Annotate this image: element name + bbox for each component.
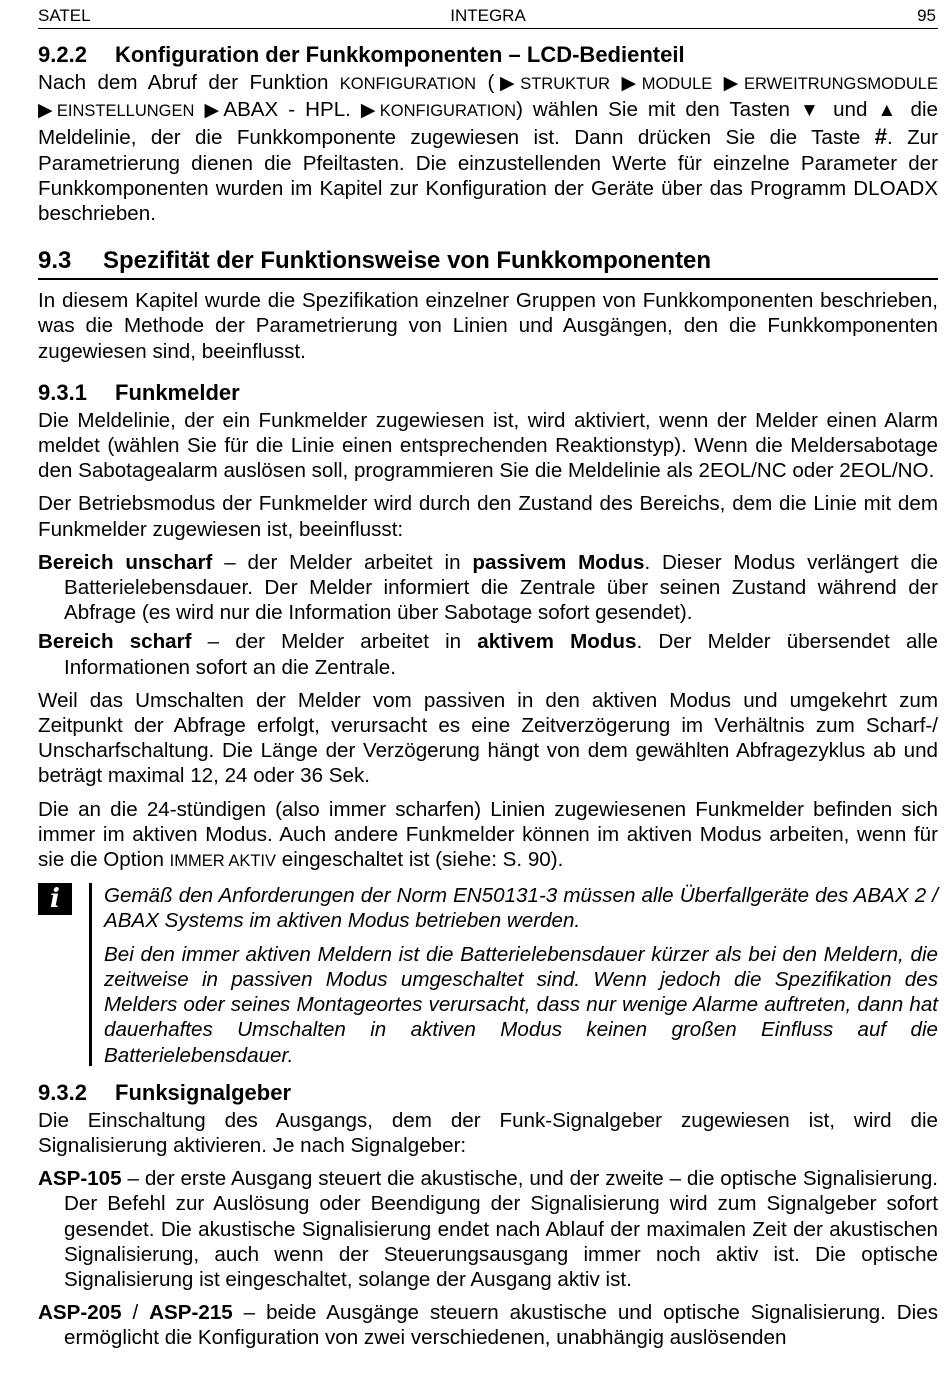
definition-item: Bereich unscharf – der Melder arbeitet in passivem Modus. Dieser Modus verlängert die Batterielebensdauer. Der Melder informiert die Zentrale über seinen Zustand während der Abfrage (es wird nur die Information über Sabotage sofort gesendet). — [38, 550, 938, 625]
bold-text: aktivem Modus — [477, 630, 637, 654]
heading-number: 9.2.2 — [38, 42, 87, 67]
bold-text: ASP-205 — [38, 1301, 122, 1325]
heading-title: Konfiguration der Funkkomponenten – LCD-Bedienteil — [115, 42, 685, 67]
small-caps-text: ERWEITRUNGSMODULE — [743, 75, 938, 93]
page-number: 95 — [917, 6, 936, 25]
arrow-icon: ▲ — [877, 100, 901, 122]
arrow-icon: ▶ — [38, 100, 57, 122]
heading-number: 9.3.2 — [38, 1079, 87, 1105]
paragraph: Die Einschaltung des Ausgangs, dem der Funk-Signalgeber zugewiesen ist, wird die Signalisierung aktivieren. Je nach Signalgeber: — [38, 1108, 938, 1157]
heading-title: Funksignalgeber — [115, 1079, 292, 1105]
note-paragraph: Gemäß den Anforderungen der Norm EN50131-3 müssen alle Überfallgeräte des ABAX 2 / ABAX Systems im aktiven Modus betrieben werden. — [104, 884, 938, 933]
running-header — [38, 4, 938, 29]
bold-text: passivem Modus — [472, 550, 645, 574]
arrow-icon: ▶ — [494, 73, 521, 94]
bold-text: ASP-105 — [38, 1167, 122, 1191]
small-caps-text: MODULE — [641, 75, 713, 93]
heading-number: 9.3 — [38, 247, 72, 275]
heading-9-3-1 — [38, 378, 938, 408]
heading-9-3-2 — [38, 1078, 938, 1108]
header-product: INTEGRA — [450, 6, 526, 25]
heading-title: Spezifität der Funktionsweise von Funkkomponenten — [103, 247, 712, 275]
info-note — [38, 883, 938, 1067]
arrow-icon: ▶ — [723, 73, 744, 94]
note-paragraph: Bei den immer aktiven Meldern ist die Batterielebensdauer kürzer als bei den Meldern, die zeitweise in passiven Modus umgeschaltet sind. Wenn jedoch die Spezifikation des Melders oder seines Montageortes verursacht, dass nur wenige Alarme auftreten, dann hat dauerhaftes Umschalten in aktiven Modus keinen großen Einfluss auf die Batterielebensdauer. — [104, 942, 938, 1067]
page-content — [38, 40, 938, 1351]
heading-9-2-2 — [38, 40, 938, 70]
small-caps-text: KONFIGURATION — [339, 75, 477, 93]
paragraph: Die an die 24-stündigen (also immer scharfen) Linien zugewiesenen Funkmelder befinden sich immer im aktiven Modus. Auch andere Funkmelder können im aktiven Modus arbeiten, wenn für sie die Option IMMER AKTIV eingeschaltet ist (siehe: S. 90). — [38, 797, 938, 872]
small-caps-text: EINSTELLUNGEN — [56, 102, 195, 121]
small-caps-text: IMMER AKTIV — [169, 852, 277, 871]
arrow-icon: ▶ — [204, 100, 224, 122]
arrow-icon: ▶ — [621, 73, 642, 94]
info-icon: i — [38, 883, 72, 915]
hash-key-icon: # — [874, 124, 887, 150]
paragraph: In diesem Kapitel wurde die Spezifikation einzelner Gruppen von Funkkomponenten beschrieben, was die Methode der Parametrierung von Linien und Ausgängen, den die Funkkomponenten zugewiesen sind, beeinflusst. — [38, 289, 938, 363]
heading-title: Funkmelder — [115, 379, 240, 405]
bold-text: Bereich unscharf — [38, 550, 213, 574]
paragraph: Der Betriebsmodus der Funkmelder wird durch den Zustand des Bereichs, dem die Linie mit dem Funkmelder zugewiesen ist, beeinflusst: — [38, 492, 938, 541]
paragraph: Weil das Umschalten der Melder vom passiven in den aktiven Modus und umgekehrt zum Zeitpunkt der Abfrage erfolgt, verursacht es eine Zeitverzögerung im Verhältnis zum Scharf-/ Unscharfschaltung. Die Länge der Verzögerung hängt von dem gewählten Abfragezyklus ab und beträgt maximal 12, 24 oder 36 Sek. — [38, 688, 938, 788]
small-caps-text: STRUKTUR — [520, 75, 611, 93]
paragraph: Nach dem Abruf der Funktion KONFIGURATION (▶STRUKTUR ▶MODULE ▶ERWEITRUNGSMODULE ▶EINSTELLUNGEN ▶ABAX - HPL. ▶KONFIGURATION) wählen Sie mit den Tasten ▼ und ▲ die Meldelinie, der die Funkkomponente zugewiesen ist. Dann drücken Sie die Taste #. Zur Parametrierung dienen die Pfeiltasten. Die einzustellenden Werte für einzelne Parameter der Funkkomponenten wurden im Kapitel zur Konfiguration der Geräte über das Programm DLOADX beschrieben. — [38, 71, 938, 226]
heading-9-3 — [38, 246, 938, 280]
definition-item: Bereich scharf – der Melder arbeitet in aktivem Modus. Der Melder übersendet alle Informationen sofort an die Zentrale. — [38, 630, 938, 679]
note-bar — [89, 883, 92, 1065]
header-brand: SATEL — [38, 6, 91, 25]
paragraph: Die Meldelinie, der ein Funkmelder zugewiesen ist, wird aktiviert, wenn der Melder einen Alarm meldet (wählen Sie für die Linie einen entsprechenden Reaktionstyp). Wenn die Meldersabotage den Sabotagealarm auslösen soll, programmieren Sie die Meldelinie als 2EOL/NC oder 2EOL/NO. — [38, 408, 938, 483]
arrow-icon: ▶ — [360, 100, 380, 122]
definition-item: ASP-105 – der erste Ausgang steuert die akustische, und der zweite – die optische Signalisierung. Der Befehl zur Auslösung oder Beendigung der Signalisierung wird zum Signalgeber sofort gesendet. Die akustische Signalisierung endet nach Ablauf der maximalen Zeit der akustischen Signalisierung, auch wenn der Steuerungsausgang immer noch aktiv ist. Die optische Signalisierung ist eingeschaltet, solange der Ausgang aktiv ist. — [38, 1167, 938, 1291]
small-caps-text: KONFIGURATION — [379, 102, 517, 121]
bold-text: ASP-215 — [149, 1301, 233, 1325]
bold-text: Bereich scharf — [38, 630, 192, 654]
arrow-icon: ▼ — [800, 100, 824, 122]
definition-item: ASP-205 / ASP-215 – beide Ausgänge steuern akustische und optische Signalisierung. Dies ermöglicht die Konfiguration von zwei verschiedenen, unabhängig auslösenden — [38, 1301, 938, 1350]
heading-number: 9.3.1 — [38, 379, 87, 405]
